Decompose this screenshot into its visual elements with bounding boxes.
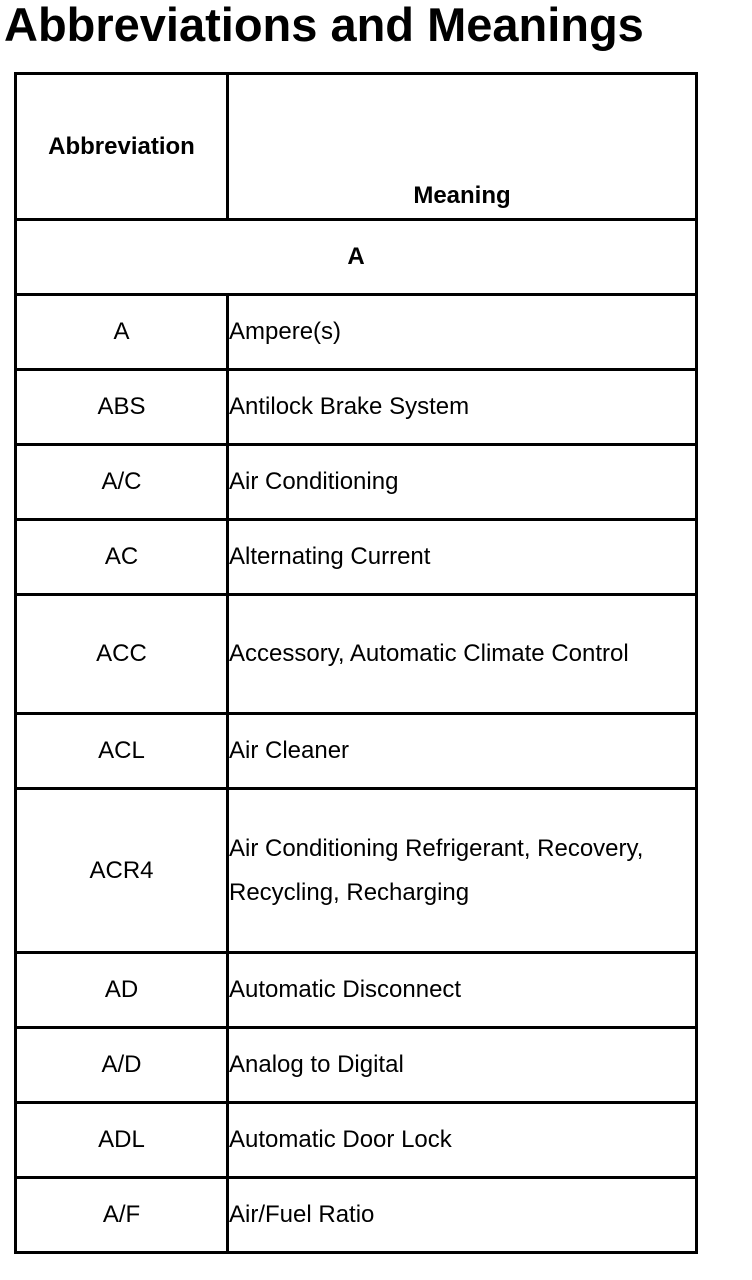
meaning-cell: Automatic Door Lock xyxy=(228,1103,697,1178)
table-row xyxy=(16,295,697,370)
abbreviation-cell: ACR4 xyxy=(16,789,228,953)
page-title: Abbreviations and Meanings xyxy=(4,0,644,51)
table-header-row xyxy=(16,74,697,220)
table-row xyxy=(16,714,697,789)
abbreviation-cell: A xyxy=(16,295,228,370)
abbreviation-cell: A/F xyxy=(16,1178,228,1253)
meaning-cell: Air Conditioning xyxy=(228,445,697,520)
meaning-cell: Accessory, Automatic Climate Control xyxy=(228,595,697,714)
table-row xyxy=(16,445,697,520)
abbreviation-cell: AD xyxy=(16,953,228,1028)
abbreviation-cell: A/D xyxy=(16,1028,228,1103)
table-row xyxy=(16,1178,697,1253)
meaning-cell: Antilock Brake System xyxy=(228,370,697,445)
abbreviation-cell: A/C xyxy=(16,445,228,520)
table-row xyxy=(16,789,697,953)
meaning-cell: Automatic Disconnect xyxy=(228,953,697,1028)
abbreviation-cell: ADL xyxy=(16,1103,228,1178)
abbreviation-cell: ACL xyxy=(16,714,228,789)
table-row xyxy=(16,370,697,445)
abbreviation-cell: ABS xyxy=(16,370,228,445)
abbreviations-table xyxy=(14,72,698,1254)
section-letter: A xyxy=(16,220,697,295)
meaning-cell: Ampere(s) xyxy=(228,295,697,370)
meaning-cell: Air/Fuel Ratio xyxy=(228,1178,697,1253)
meaning-cell: Air Cleaner xyxy=(228,714,697,789)
meaning-cell: Alternating Current xyxy=(228,520,697,595)
table-row xyxy=(16,1028,697,1103)
abbreviation-cell: ACC xyxy=(16,595,228,714)
meaning-cell: Air Conditioning Refrigerant, Recovery, Recycling, Recharging xyxy=(228,789,697,953)
meaning-cell: Analog to Digital xyxy=(228,1028,697,1103)
header-meaning: Meaning xyxy=(228,74,697,220)
abbreviation-cell: AC xyxy=(16,520,228,595)
table-row xyxy=(16,520,697,595)
table-row xyxy=(16,1103,697,1178)
section-row xyxy=(16,220,697,295)
table-row xyxy=(16,953,697,1028)
header-abbreviation: Abbreviation xyxy=(16,74,228,220)
table-row xyxy=(16,595,697,714)
